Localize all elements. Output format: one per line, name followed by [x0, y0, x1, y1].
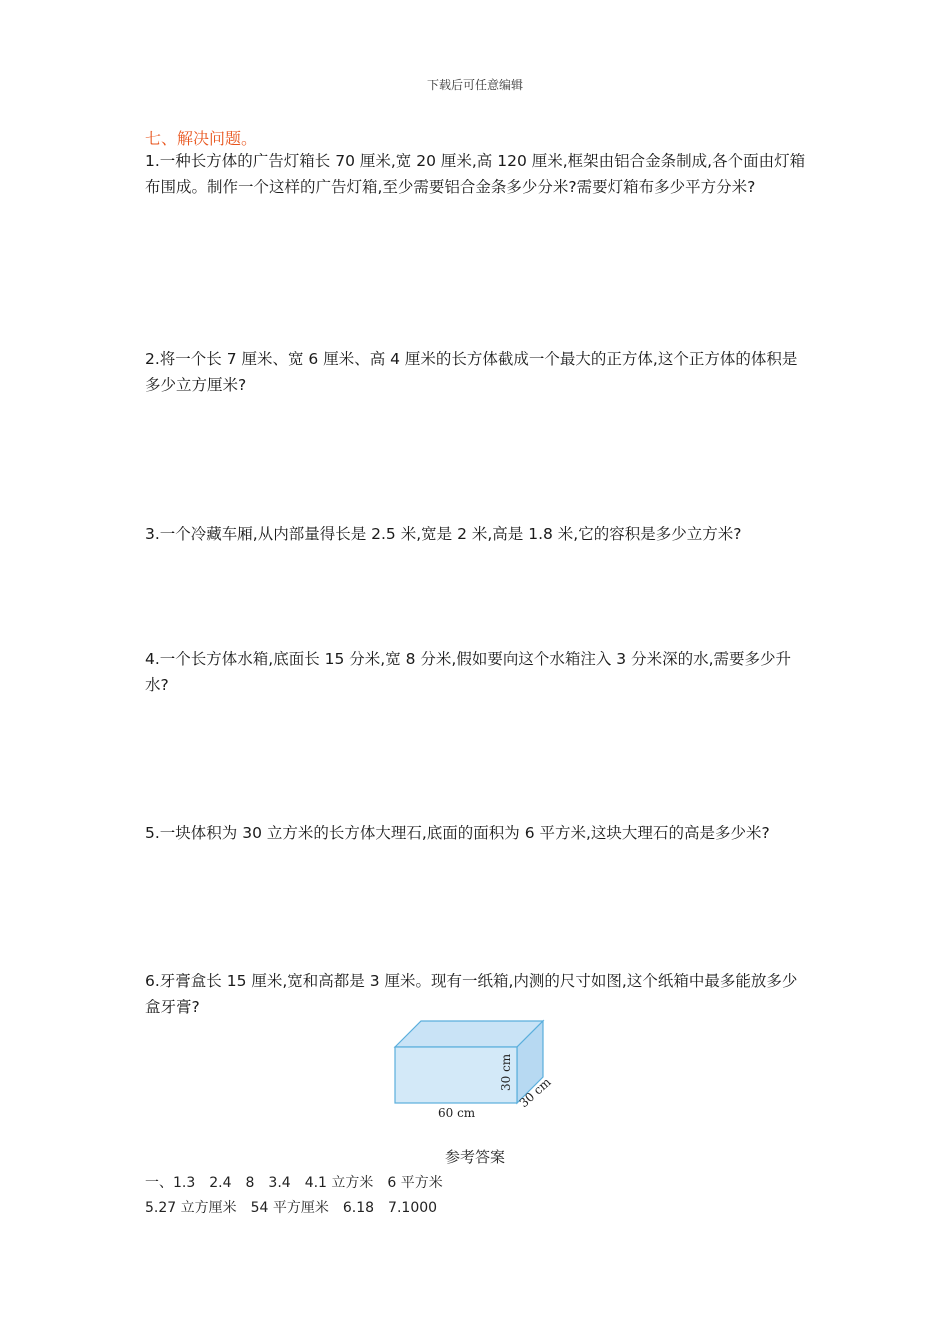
section-title: 七、解决问题。	[145, 129, 258, 148]
answers-line-1: 一、1.3 2.4 8 3.4 4.1 立方米 6 平方米	[145, 1175, 443, 1191]
width-label: 30 cm	[516, 1074, 554, 1111]
question-2: 2.将一个长 7 厘米、宽 6 厘米、高 4 厘米的长方体截成一个最大的正方体,这个正方体的体积是多少立方厘米?	[145, 350, 798, 394]
length-label: 60 cm	[438, 1106, 476, 1120]
question-1: 1.一种长方体的广告灯箱长 70 厘米,宽 20 厘米,高 120 厘米,框架由铝合金条制成,各个面由灯箱布围成。制作一个这样的广告灯箱,至少需要铝合金条多少分米?需要灯箱布多少平方分米?	[145, 152, 806, 196]
question-5: 5.一块体积为 30 立方米的长方体大理石,底面的面积为 6 平方米,这块大理石的高是多少米?	[145, 824, 770, 842]
answers-title: 参考答案	[444, 1148, 505, 1166]
box-figure	[388, 1018, 568, 1132]
page-header: 下载后可任意编辑	[426, 78, 523, 92]
question-6: 6.牙膏盒长 15 厘米,宽和高都是 3 厘米。现有一纸箱,内测的尺寸如图,这个纸箱中最多能放多少盒牙膏?	[145, 972, 798, 1016]
question-3: 3.一个冷藏车厢,从内部量得长是 2.5 米,宽是 2 米,高是 1.8 米,它的容积是多少立方米?	[145, 525, 742, 543]
question-4: 4.一个长方体水箱,底面长 15 分米,宽 8 分米,假如要向这个水箱注入 3 分米深的水,需要多少升水?	[145, 650, 792, 694]
height-label: 30 cm	[499, 1053, 513, 1091]
cuboid-diagram	[388, 1018, 568, 1128]
answers-line-2: 5.27 立方厘米 54 平方厘米 6.18 7.1000	[145, 1200, 438, 1216]
